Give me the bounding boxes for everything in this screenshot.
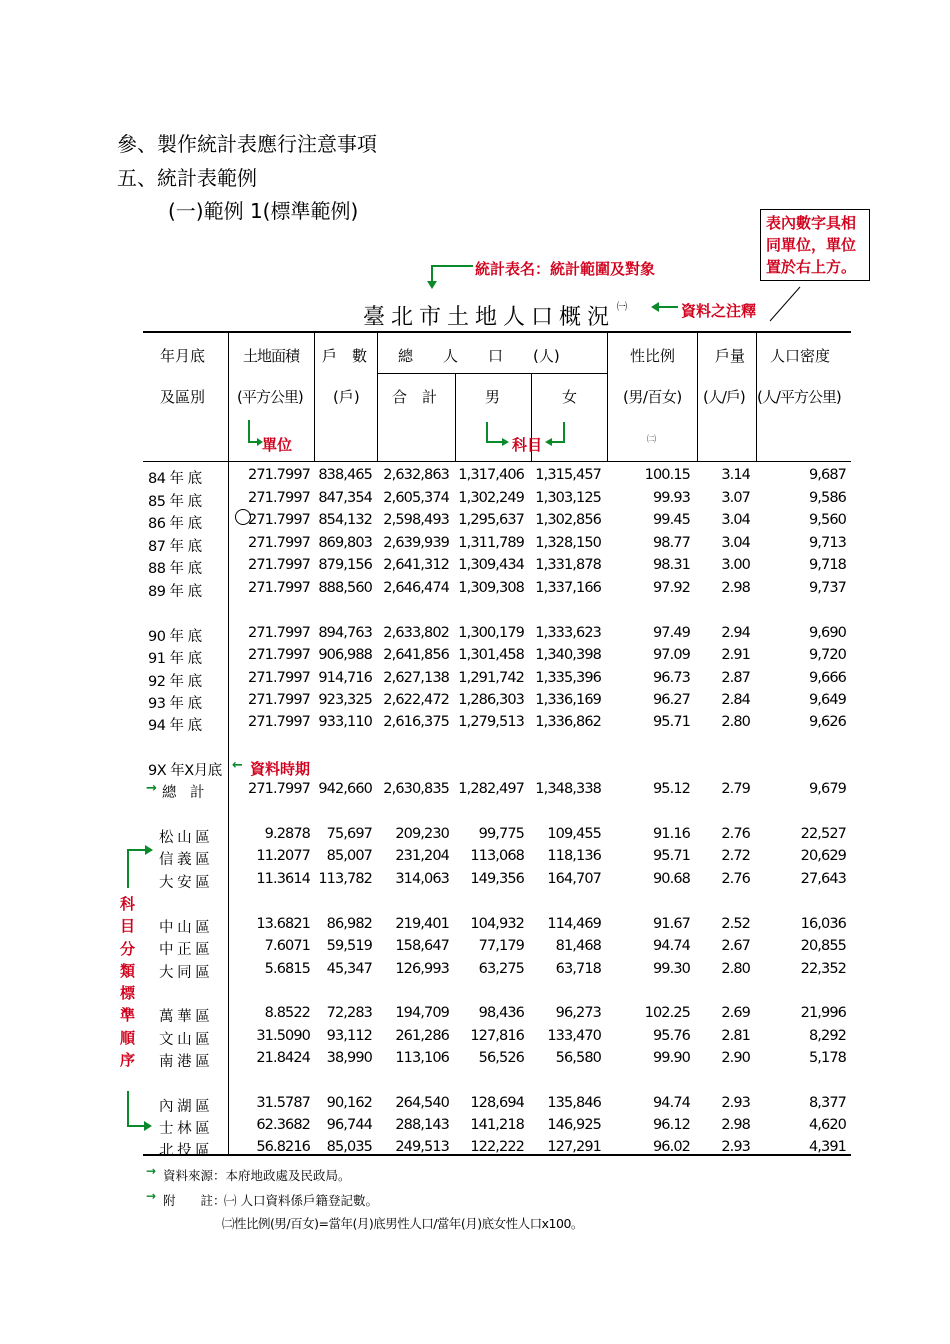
density-cell: 8,292 — [808, 1028, 846, 1044]
density-cell: 9,720 — [808, 647, 846, 663]
header-pop-total: 合 計 — [392, 388, 438, 406]
callout-line: 置於右上方。 — [766, 258, 857, 276]
pop-total-cell: 2,622,472 — [383, 692, 449, 708]
sex-ratio-cell: 99.93 — [652, 490, 690, 506]
household-size-cell: 2.93 — [721, 1095, 750, 1111]
pop-female-cell: 1,331,878 — [535, 557, 601, 573]
callout-pointer — [765, 285, 805, 325]
pop-female-cell: 1,333,623 — [535, 625, 601, 641]
density-cell: 9,586 — [808, 490, 846, 506]
circle-mark-icon — [235, 509, 251, 525]
pop-total-cell: 2,639,939 — [383, 535, 449, 551]
row-label: 中 正 區 — [159, 942, 210, 958]
pop-male-cell: 1,282,497 — [458, 781, 524, 797]
sex-ratio-cell: 91.16 — [652, 826, 690, 842]
pop-total-cell: 113,106 — [395, 1050, 449, 1066]
sex-ratio-cell: 94.74 — [652, 1095, 690, 1111]
note-arrow-icon: → — [146, 1189, 157, 1203]
pop-female-cell: 164,707 — [547, 871, 601, 887]
row-label: 信 義 區 — [159, 852, 210, 868]
classification-char: 目 — [120, 917, 136, 936]
households-cell: 45,347 — [326, 961, 372, 977]
pop-total-cell: 2,641,856 — [383, 647, 449, 663]
pop-male-cell: 127,816 — [470, 1028, 524, 1044]
density-cell: 20,629 — [800, 848, 846, 864]
household-size-cell: 3.14 — [721, 467, 750, 483]
pop-total-cell: 288,143 — [395, 1117, 449, 1133]
sex-ratio-cell: 99.90 — [652, 1050, 690, 1066]
sex-ratio-cell: 95.71 — [652, 714, 690, 730]
period-annotation: 資料時期 — [250, 760, 311, 778]
household-size-cell: 2.76 — [721, 871, 750, 887]
density-cell: 27,643 — [800, 871, 846, 887]
households-cell: 59,519 — [326, 938, 372, 954]
pop-male-cell: 1,309,434 — [458, 557, 524, 573]
sex-ratio-cell: 96.27 — [652, 692, 690, 708]
sex-ratio-cell: 98.31 — [652, 557, 690, 573]
area-cell: 56.8216 — [256, 1139, 310, 1155]
row-label: 總 計 — [162, 785, 204, 801]
density-cell: 22,352 — [800, 961, 846, 977]
household-size-cell: 2.84 — [721, 692, 750, 708]
household-size-cell: 3.04 — [721, 512, 750, 528]
pop-male-cell: 1,279,513 — [458, 714, 524, 730]
classification-char: 準 — [120, 1006, 136, 1025]
households-cell: 38,990 — [326, 1050, 372, 1066]
density-cell: 21,996 — [800, 1005, 846, 1021]
pop-male-cell: 1,311,789 — [458, 535, 524, 551]
area-cell: 271.7997 — [248, 692, 310, 708]
row-label: 87 年 底 — [148, 539, 202, 555]
sex-ratio-cell: 100.15 — [644, 467, 690, 483]
sex-ratio-cell: 94.74 — [652, 938, 690, 954]
pop-female-cell: 1,336,862 — [535, 714, 601, 730]
pop-male-cell: 1,286,303 — [458, 692, 524, 708]
pop-total-cell: 2,616,375 — [383, 714, 449, 730]
area-cell: 271.7997 — [248, 580, 310, 596]
row-label: 中 山 區 — [159, 920, 210, 936]
classification-char: 序 — [120, 1051, 136, 1070]
row-label: 大 同 區 — [159, 965, 210, 981]
households-cell: 847,354 — [318, 490, 372, 506]
row-label: 大 安 區 — [159, 875, 210, 891]
sex-ratio-cell: 91.67 — [652, 916, 690, 932]
population-subrule — [377, 373, 608, 374]
sex-ratio-cell: 97.49 — [652, 625, 690, 641]
area-cell: 271.7997 — [248, 670, 310, 686]
callout-line: 同單位，單位 — [766, 236, 857, 254]
density-cell: 9,679 — [808, 781, 846, 797]
household-size-cell: 2.94 — [721, 625, 750, 641]
area-cell: 21.8424 — [256, 1050, 310, 1066]
pop-male-cell: 99,775 — [478, 826, 524, 842]
header-divider — [455, 373, 456, 462]
table-name-arrow-icon — [425, 262, 475, 290]
header-divider — [607, 332, 608, 462]
pop-female-cell: 133,470 — [547, 1028, 601, 1044]
density-cell: 9,687 — [808, 467, 846, 483]
stub-divider — [228, 332, 229, 1154]
pop-total-cell: 314,063 — [395, 871, 449, 887]
pop-total-cell: 2,632,863 — [383, 467, 449, 483]
row-label: 南 港 區 — [159, 1054, 210, 1070]
header-area-unit: (平方公里) — [237, 388, 303, 406]
density-cell: 5,178 — [808, 1050, 846, 1066]
household-size-cell: 2.98 — [721, 580, 750, 596]
household-size-cell: 2.81 — [721, 1028, 750, 1044]
pop-total-cell: 264,540 — [395, 1095, 449, 1111]
pop-total-cell: 219,401 — [395, 916, 449, 932]
pop-total-cell: 261,286 — [395, 1028, 449, 1044]
pop-male-cell: 56,526 — [478, 1050, 524, 1066]
households-cell: 85,035 — [326, 1139, 372, 1155]
households-cell: 923,325 — [318, 692, 372, 708]
row-label: 86 年 底 — [148, 516, 202, 532]
title-note-mark: ㈠ — [617, 302, 627, 313]
pop-male-cell: 113,068 — [470, 848, 524, 864]
callout-line: 表內數字具相 — [766, 214, 857, 232]
pop-female-cell: 109,455 — [547, 826, 601, 842]
pop-female-cell: 135,846 — [547, 1095, 601, 1111]
area-cell: 271.7997 — [248, 557, 310, 573]
pop-total-cell: 2,641,312 — [383, 557, 449, 573]
header-household-size-unit: (人/戶) — [703, 388, 745, 406]
density-cell: 9,718 — [808, 557, 846, 573]
pop-female-cell: 56,580 — [555, 1050, 601, 1066]
density-cell: 22,527 — [800, 826, 846, 842]
header-sex-ratio: 性比例 — [630, 347, 676, 365]
household-size-cell: 3.00 — [721, 557, 750, 573]
households-cell: 942,660 — [318, 781, 372, 797]
header-population: 總 人 口 (人) — [398, 347, 560, 365]
density-cell: 9,713 — [808, 535, 846, 551]
pop-female-cell: 146,925 — [547, 1117, 601, 1133]
pop-female-cell: 1,302,856 — [535, 512, 601, 528]
row-label: 94 年 底 — [148, 718, 202, 734]
pop-female-cell: 1,340,398 — [535, 647, 601, 663]
row-label: 90 年 底 — [148, 629, 202, 645]
pop-male-cell: 1,301,458 — [458, 647, 524, 663]
sex-ratio-cell: 95.71 — [652, 848, 690, 864]
household-size-cell: 2.93 — [721, 1139, 750, 1155]
row-label: 85 年 底 — [148, 494, 202, 510]
period-arrow-icon: ← — [232, 758, 243, 773]
pop-female-cell: 1,315,457 — [535, 467, 601, 483]
row-label: 88 年 底 — [148, 561, 202, 577]
density-cell: 9,666 — [808, 670, 846, 686]
area-cell: 271.7997 — [248, 535, 310, 551]
area-cell: 271.7997 — [248, 781, 310, 797]
classification-char: 分 — [120, 939, 136, 958]
density-cell: 16,036 — [800, 916, 846, 932]
area-cell: 271.7997 — [248, 647, 310, 663]
header-divider — [697, 332, 698, 462]
area-cell: 31.5787 — [256, 1095, 310, 1111]
row-label: 92 年 底 — [148, 674, 202, 690]
header-divider — [314, 332, 315, 462]
unit-note-callout — [760, 209, 870, 281]
pop-female-cell: 1,348,338 — [535, 781, 601, 797]
header-year-district: 年月底 — [160, 347, 206, 365]
household-size-cell: 2.76 — [721, 826, 750, 842]
header-pop-male: 男 — [485, 388, 501, 406]
pop-male-cell: 1,309,308 — [458, 580, 524, 596]
pop-total-cell: 209,230 — [395, 826, 449, 842]
row-label: 89 年 底 — [148, 584, 202, 600]
household-size-cell: 3.04 — [721, 535, 750, 551]
household-size-cell: 2.72 — [721, 848, 750, 864]
total-arrow-icon: → — [146, 781, 157, 796]
area-cell: 7.6071 — [264, 938, 310, 954]
header-divider — [377, 332, 378, 462]
household-size-cell: 2.69 — [721, 1005, 750, 1021]
row-label: 士 林 區 — [159, 1121, 210, 1137]
household-size-cell: 2.80 — [721, 714, 750, 730]
household-size-cell: 2.79 — [721, 781, 750, 797]
classification-char: 科 — [120, 895, 136, 913]
density-cell: 9,560 — [808, 512, 846, 528]
sex-ratio-cell: 97.09 — [652, 647, 690, 663]
row-label: 內 湖 區 — [159, 1099, 210, 1115]
header-pop-female: 女 — [562, 388, 578, 406]
area-cell: 271.7997 — [248, 490, 310, 506]
header-household-size: 戶量 — [715, 347, 746, 365]
data-note-arrow-icon — [650, 300, 680, 314]
household-size-cell: 2.67 — [721, 938, 750, 954]
row-label: 91 年 底 — [148, 651, 202, 667]
area-cell: 9.2878 — [264, 826, 310, 842]
area-cell: 271.7997 — [248, 512, 310, 528]
table-top-rule — [143, 331, 851, 333]
density-cell: 9,737 — [808, 580, 846, 596]
sex-ratio-cell: 96.02 — [652, 1139, 690, 1155]
header-households: 戶 數 — [322, 347, 368, 365]
households-cell: 869,803 — [318, 535, 372, 551]
sex-ratio-note-mark: ㈡ — [647, 435, 657, 445]
area-cell: 62.3682 — [256, 1117, 310, 1133]
household-size-cell: 2.98 — [721, 1117, 750, 1133]
pop-male-cell: 1,302,249 — [458, 490, 524, 506]
density-cell: 4,620 — [808, 1117, 846, 1133]
pop-male-cell: 77,179 — [478, 938, 524, 954]
note-1: ㈠ 人口資料係戶籍登記數。 — [224, 1193, 378, 1208]
pop-female-cell: 118,136 — [547, 848, 601, 864]
households-cell: 906,988 — [318, 647, 372, 663]
classification-char: 順 — [120, 1028, 136, 1047]
pop-male-cell: 128,694 — [470, 1095, 524, 1111]
households-cell: 914,716 — [318, 670, 372, 686]
households-cell: 93,112 — [326, 1028, 372, 1044]
households-cell: 838,465 — [318, 467, 372, 483]
pop-total-cell: 2,646,474 — [383, 580, 449, 596]
density-cell: 9,690 — [808, 625, 846, 641]
classification-order-annotation — [120, 893, 136, 1071]
pop-male-cell: 63,275 — [478, 961, 524, 977]
area-cell: 8.8522 — [264, 1005, 310, 1021]
source-note: 資料來源：本府地政處及民政局。 — [163, 1168, 351, 1183]
pop-male-cell: 1,300,179 — [458, 625, 524, 641]
pop-total-cell: 249,513 — [395, 1139, 449, 1155]
sex-ratio-cell: 102.25 — [644, 1005, 690, 1021]
pop-male-cell: 122,222 — [470, 1139, 524, 1155]
row-label: 松 山 區 — [159, 830, 210, 846]
pop-female-cell: 127,291 — [547, 1139, 601, 1155]
pop-male-cell: 141,218 — [470, 1117, 524, 1133]
pop-male-cell: 149,356 — [470, 871, 524, 887]
sex-ratio-cell: 96.73 — [652, 670, 690, 686]
header-households-unit: (戶) — [333, 388, 360, 406]
pop-female-cell: 1,336,169 — [535, 692, 601, 708]
household-size-cell: 2.80 — [721, 961, 750, 977]
household-size-cell: 2.87 — [721, 670, 750, 686]
pop-total-cell: 2,605,374 — [383, 490, 449, 506]
header-year-district: 及區別 — [160, 388, 206, 406]
households-cell: 85,007 — [326, 848, 372, 864]
household-size-cell: 3.07 — [721, 490, 750, 506]
sex-ratio-cell: 95.12 — [652, 781, 690, 797]
pop-female-cell: 114,469 — [547, 916, 601, 932]
subject-annotation: 科目 — [512, 436, 543, 454]
row-label: 93 年 底 — [148, 696, 202, 712]
row-label: 84 年 底 — [148, 471, 202, 487]
sex-ratio-cell: 98.77 — [652, 535, 690, 551]
households-cell: 933,110 — [318, 714, 372, 730]
households-cell: 854,132 — [318, 512, 372, 528]
pop-female-cell: 1,337,166 — [535, 580, 601, 596]
sex-ratio-cell: 99.30 — [652, 961, 690, 977]
pop-female-cell: 81,468 — [555, 938, 601, 954]
pop-female-cell: 63,718 — [555, 961, 601, 977]
pop-male-cell: 1,295,637 — [458, 512, 524, 528]
sex-ratio-cell: 99.45 — [652, 512, 690, 528]
pop-female-cell: 1,328,150 — [535, 535, 601, 551]
row-label: 文 山 區 — [159, 1032, 210, 1048]
sex-ratio-cell: 90.68 — [652, 871, 690, 887]
density-cell: 9,626 — [808, 714, 846, 730]
header-area: 土地面積 — [243, 347, 300, 365]
classification-char: 標 — [120, 984, 136, 1003]
household-size-cell: 2.91 — [721, 647, 750, 663]
pop-male-cell: 104,932 — [470, 916, 524, 932]
area-cell: 271.7997 — [248, 467, 310, 483]
pop-total-cell: 158,647 — [395, 938, 449, 954]
pop-total-cell: 2,630,835 — [383, 781, 449, 797]
pop-total-cell: 2,627,138 — [383, 670, 449, 686]
table-name-annotation: 統計表名：統計範圍及對象 — [475, 260, 656, 278]
density-cell: 4,391 — [808, 1139, 846, 1155]
area-cell: 13.6821 — [256, 916, 310, 932]
header-sex-ratio-unit: (男/百女) — [623, 388, 682, 406]
pop-total-cell: 2,598,493 — [383, 512, 449, 528]
subsection-heading: 五、統計表範例 — [117, 166, 257, 190]
example-heading: (一)範例 1(標準範例) — [168, 199, 359, 223]
households-cell: 72,283 — [326, 1005, 372, 1021]
density-cell: 20,855 — [800, 938, 846, 954]
households-cell: 86,982 — [326, 916, 372, 932]
data-note-annotation: 資料之注釋 — [681, 302, 757, 320]
households-cell: 888,560 — [318, 580, 372, 596]
classification-char: 類 — [120, 961, 136, 980]
area-cell: 271.7997 — [248, 625, 310, 641]
household-size-cell: 2.90 — [721, 1050, 750, 1066]
pop-female-cell: 96,273 — [555, 1005, 601, 1021]
note-2: ㈡性比例(男/百女)=當年(月)底男性人口/當年(月)底女性人口x100。 — [222, 1216, 583, 1231]
table-title: 臺北市土地人口概況 — [363, 305, 616, 330]
pop-male-cell: 1,291,742 — [458, 670, 524, 686]
households-cell: 96,744 — [326, 1117, 372, 1133]
households-cell: 113,782 — [318, 871, 372, 887]
pop-total-cell: 194,709 — [395, 1005, 449, 1021]
pop-total-cell: 231,204 — [395, 848, 449, 864]
pop-male-cell: 98,436 — [478, 1005, 524, 1021]
header-bottom-rule — [143, 461, 851, 462]
unit-annotation: 單位 — [262, 436, 293, 454]
area-cell: 11.2077 — [256, 848, 310, 864]
area-cell: 271.7997 — [248, 714, 310, 730]
sex-ratio-cell: 97.92 — [652, 580, 690, 596]
pop-total-cell: 2,633,802 — [383, 625, 449, 641]
note-label: 附 註： — [163, 1193, 226, 1208]
section-heading: 參、製作統計表應行注意事項 — [117, 132, 377, 156]
pop-female-cell: 1,303,125 — [535, 490, 601, 506]
source-arrow-icon: → — [146, 1164, 157, 1178]
density-cell: 8,377 — [808, 1095, 846, 1111]
header-density-unit: (人/平方公里) — [757, 388, 841, 406]
households-cell: 90,162 — [326, 1095, 372, 1111]
density-cell: 9,649 — [808, 692, 846, 708]
sex-ratio-cell: 96.12 — [652, 1117, 690, 1133]
households-cell: 879,156 — [318, 557, 372, 573]
header-density: 人口密度 — [770, 347, 831, 365]
pop-male-cell: 1,317,406 — [458, 467, 524, 483]
period-label: 9X 年X月底 — [148, 763, 222, 779]
row-label: 北 投 區 — [159, 1143, 210, 1159]
households-cell: 75,697 — [326, 826, 372, 842]
pop-total-cell: 126,993 — [395, 961, 449, 977]
households-cell: 894,763 — [318, 625, 372, 641]
area-cell: 11.3614 — [256, 871, 310, 887]
household-size-cell: 2.52 — [721, 916, 750, 932]
pop-female-cell: 1,335,396 — [535, 670, 601, 686]
area-cell: 31.5090 — [256, 1028, 310, 1044]
area-cell: 5.6815 — [264, 961, 310, 977]
row-label: 萬 華 區 — [159, 1009, 210, 1025]
sex-ratio-cell: 95.76 — [652, 1028, 690, 1044]
